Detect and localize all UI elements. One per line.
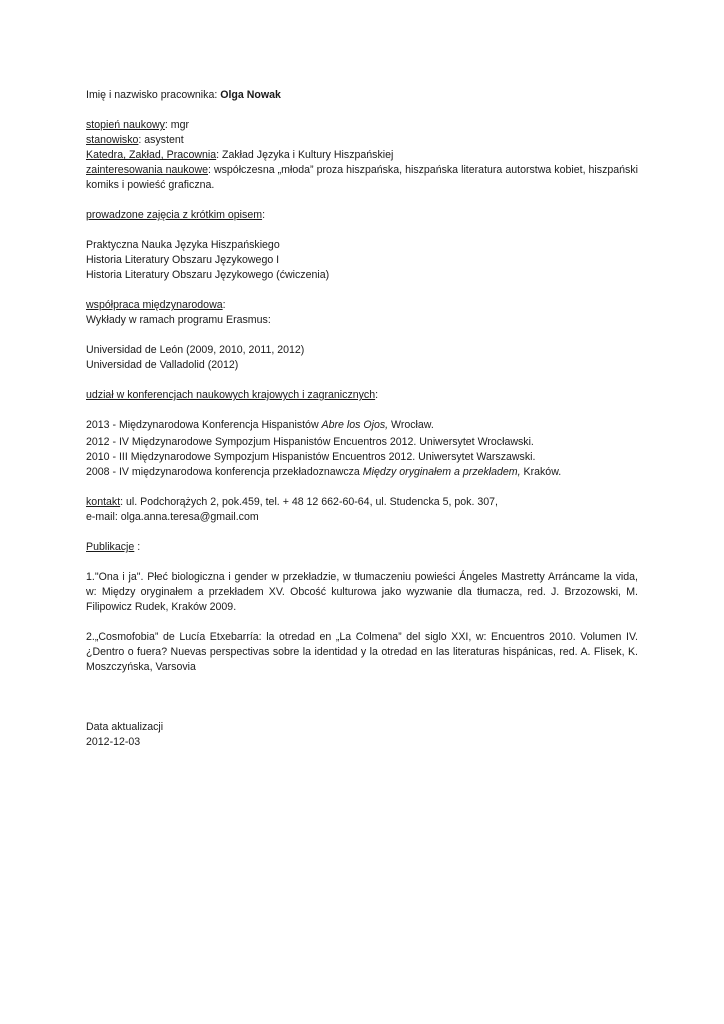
publication-item: 2.„Cosmofobia” de Lucía Etxebarría: la otredad en „La Colmena” del siglo XXI, w: Encuentros 2010. Volumen IV. ¿Dentro o fuera? Nuevas perspectivas sobre la identidad y la otredad en las literaturas hispánicas, red. A. Flisek, K. Moszczyńska, Varsovia	[86, 631, 638, 673]
conferences-heading: udział w konferencjach naukowych krajowych i zagranicznych	[86, 389, 376, 401]
cooperation-heading-line	[86, 298, 638, 313]
conference-title: Abre los Ojos,	[321, 419, 389, 431]
employee-name: Olga Nowak	[220, 89, 281, 101]
department-value: : Zakład Języka i Kultury Hiszpańskiej	[216, 149, 394, 161]
conference-item: 2010 - III Międzynarodowe Sympozjum Hispanistów Encuentros 2012. Uniwersytet Warszawski.	[86, 451, 536, 463]
courses-heading-line	[86, 208, 638, 223]
contact-line	[86, 495, 638, 510]
conference-item	[86, 418, 638, 433]
courses-heading: prowadzone zajęcia z krótkim opisem	[86, 209, 263, 221]
degree-line	[86, 118, 638, 133]
course-item: Praktyczna Nauka Języka Hiszpańskiego	[86, 239, 280, 251]
courses-colon: :	[262, 209, 266, 221]
conference-item	[86, 465, 638, 480]
employee-name-line	[86, 88, 638, 103]
conference-title: Między oryginałem a przekładem,	[362, 466, 521, 478]
conferences-heading-line	[86, 388, 638, 403]
department-line	[86, 148, 638, 163]
degree-label: stopień naukowy	[86, 119, 165, 131]
publication-item: 1."Ona i ja". Płeć biologiczna i gender w przekładzie, w tłumaczeniu powieści Ángeles Mastretty Arráncame la vida, w: Między oryginałem a przekładem XV. Obcość kulturowa jako wyzwanie dla tłumacza, red. J. Brzozowski, M. Filipowicz Rudek, Kraków 2009.	[86, 571, 638, 613]
department-label: Katedra, Zakład, Pracownia	[86, 149, 217, 161]
cooperation-item: Universidad de Valladolid (2012)	[86, 359, 239, 371]
degree-value: : mgr	[164, 119, 190, 131]
conference-place: Wrocław.	[388, 419, 434, 431]
publications-colon: :	[134, 541, 141, 553]
cooperation-heading: współpraca międzynarodowa	[86, 299, 223, 311]
position-line	[86, 133, 638, 148]
position-label: stanowisko	[86, 134, 139, 146]
cooperation-colon: :	[222, 299, 226, 311]
interests-label: zainteresowania naukowe	[86, 164, 208, 176]
cooperation-item: Universidad de León (2009, 2010, 2011, 2012)	[86, 344, 305, 356]
employee-name-label: Imię i nazwisko pracownika:	[86, 89, 221, 101]
document-page	[86, 88, 638, 750]
position-value: : asystent	[138, 134, 184, 146]
conference-text: 2008 - IV międzynarodowa konferencja przekładoznawcza	[86, 466, 363, 478]
conference-place: Kraków.	[520, 466, 562, 478]
conferences-colon: :	[375, 389, 379, 401]
contact-email[interactable]: e-mail: olga.anna.teresa@gmail.com	[86, 511, 259, 523]
update-date: 2012-12-03	[86, 736, 141, 748]
course-item: Historia Literatury Obszaru Językowego (ćwiczenia)	[86, 269, 330, 281]
publications-heading-line	[86, 540, 638, 555]
update-label: Data aktualizacji	[86, 721, 164, 733]
cooperation-intro: Wykłady w ramach programu Erasmus:	[86, 314, 271, 326]
contact-label: kontakt	[86, 496, 121, 508]
publications-heading: Publikacje	[86, 541, 135, 553]
contact-address: : ul. Podchorążych 2, pok.459, tel. + 48 12 662-60-64, ul. Studencka 5, pok. 307,	[120, 496, 498, 508]
interests-value: : współczesna „młoda” proza hiszpańska, hiszpańska literatura autorstwa kobiet, hiszpański komiks i powieść graficzna.	[86, 164, 638, 191]
conference-item: 2012 - IV Międzynarodowe Sympozjum Hispanistów Encuentros 2012. Uniwersytet Wrocławski.	[86, 436, 534, 448]
interests-line	[86, 163, 638, 193]
course-item: Historia Literatury Obszaru Językowego I	[86, 254, 280, 266]
conference-text: 2013 - Międzynarodowa Konferencja Hispanistów	[86, 419, 322, 431]
